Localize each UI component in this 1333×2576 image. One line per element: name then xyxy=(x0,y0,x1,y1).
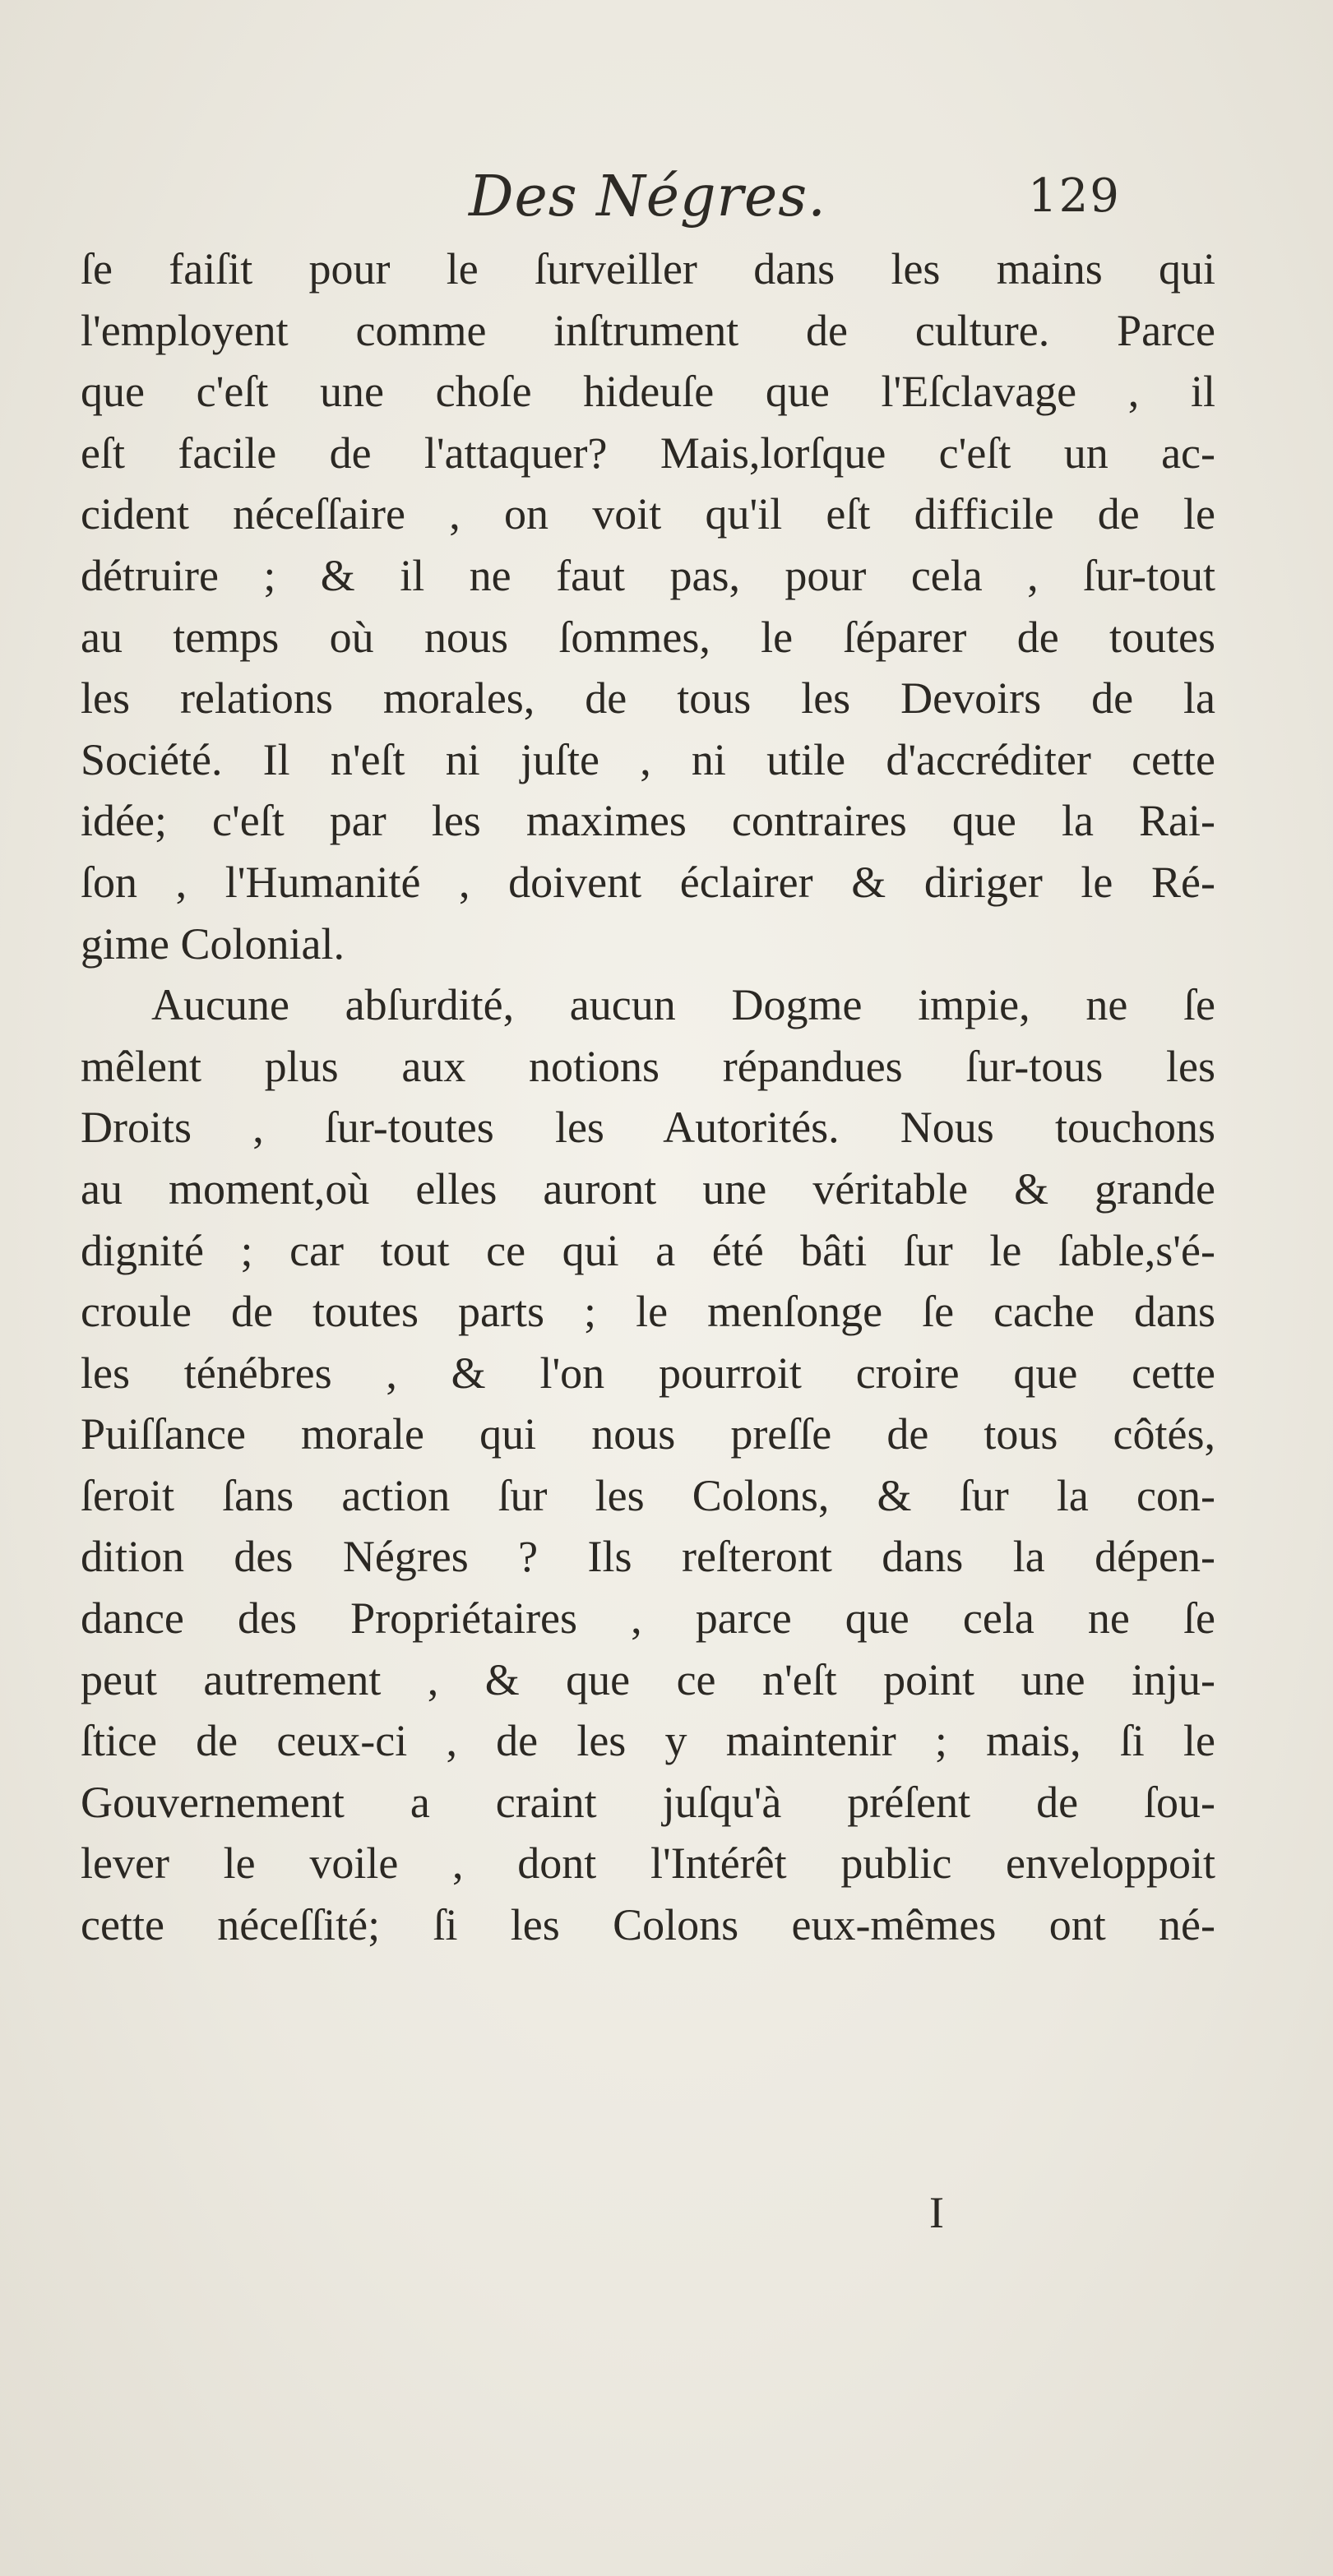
text-line: idée; c'eſt par les maximes contraires que la Rai- xyxy=(81,796,1215,846)
text-line: Gouvernement a craint juſqu'à préſent de ſou- xyxy=(81,1777,1215,1827)
text-line: cette néceſſité; ſi les Colons eux-mêmes ont né- xyxy=(81,1900,1215,1950)
text-line: eſt facile de l'attaquer? Mais,lorſque c'eſt un ac- xyxy=(81,428,1215,478)
text-line: croule de toutes parts ; le menſonge ſe cache dans xyxy=(81,1287,1215,1337)
text-line: les relations morales, de tous les Devoirs de la xyxy=(81,673,1215,724)
text-line: détruire ; & il ne faut pas, pour cela , ſur-tout xyxy=(81,550,1215,600)
running-head xyxy=(0,164,1333,238)
body-text xyxy=(81,238,1215,1956)
text-line: dition des Négres ? Ils reſteront dans la dépen- xyxy=(81,1532,1215,1582)
running-title: Des Négres. xyxy=(469,164,826,229)
text-line: peut autrement , & que ce n'eſt point une inju- xyxy=(81,1654,1215,1704)
text-line: les ténébres , & l'on pourroit croire que cette xyxy=(81,1348,1215,1398)
text-line: que c'eſt une choſe hideuſe que l'Eſclavage , il xyxy=(81,367,1215,417)
text-line: cident néceſſaire , on voit qu'il eſt difficile de le xyxy=(81,489,1215,539)
text-line: lever le voile , dont l'Intérêt public enveloppoit xyxy=(81,1838,1215,1889)
text-line: ſeroit ſans action ſur les Colons, & ſur la con- xyxy=(81,1470,1215,1520)
paragraph-end-line: gime Colonial. xyxy=(81,918,345,969)
text-line: Droits , ſur-toutes les Autorités. Nous touchons xyxy=(81,1103,1215,1153)
text-line: Société. Il n'eſt ni juſte , ni utile d'accréditer cette xyxy=(81,734,1215,784)
text-line: ſon , l'Humanité , doivent éclairer & diriger le Ré- xyxy=(81,857,1215,907)
text-line: Puiſſance morale qui nous preſſe de tous côtés, xyxy=(81,1409,1215,1459)
text-line: au temps où nous ſommes, le ſéparer de toutes xyxy=(81,612,1215,662)
text-line: dignité ; car tout ce qui a été bâti ſur le ſable,s'é- xyxy=(81,1225,1215,1275)
signature-mark: I xyxy=(929,2188,944,2237)
text-line: l'employent comme inſtrument de culture. Parce xyxy=(81,305,1215,355)
text-line: ſe faiſit pour le ſurveiller dans les mains qui xyxy=(81,244,1215,294)
text-line: mêlent plus aux notions répandues ſur-tous les xyxy=(81,1041,1215,1091)
paragraph-start-line: Aucune abſurdité, aucun Dogme impie, ne ſe xyxy=(151,980,1215,1030)
text-line: au moment,où elles auront une véritable & grande xyxy=(81,1163,1215,1214)
page-number: 129 xyxy=(1028,169,1121,223)
text-line: dance des Propriétaires , parce que cela ne ſe xyxy=(81,1593,1215,1644)
text-line: ſtice de ceux-ci , de les y maintenir ; mais, ſi le xyxy=(81,1716,1215,1766)
